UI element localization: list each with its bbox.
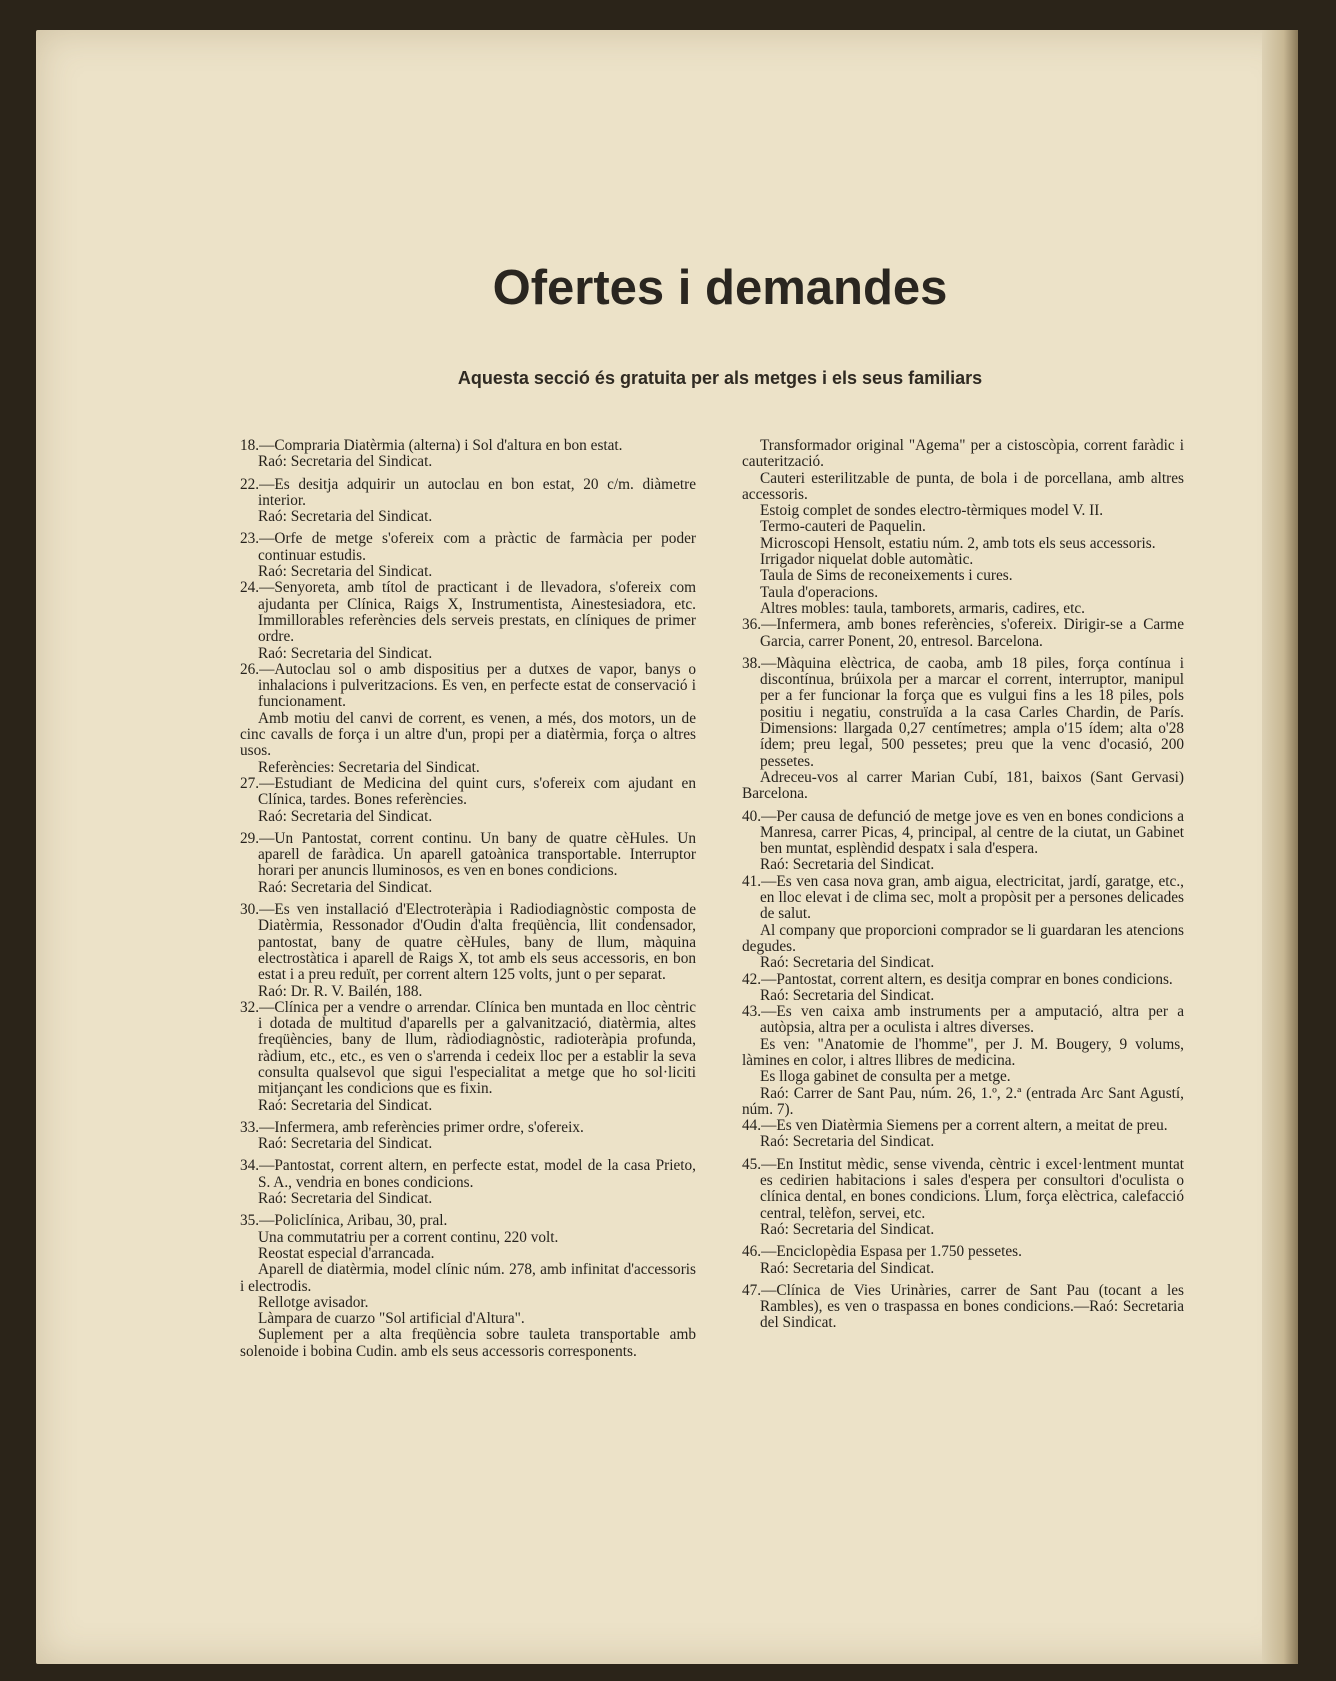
listing-paragraph: 36.—Infermera, amb bones referències, s'ofereix. Dirigir-se a Carme Garcia, carrer Ponent, 20, entresol. Barcelona. xyxy=(742,616,1184,650)
listing-paragraph: Altres mobles: taula, tamborets, armaris, cadires, etc. xyxy=(760,599,1085,617)
listing-paragraph: Transformador original "Agema" per a cistoscòpia, corrent faràdic i cauterització. xyxy=(742,437,1184,471)
listing-paragraph: 32.—Clínica per a vendre o arrendar. Clínica ben muntada en lloc cèntric i dotada de multitud d'aparells per a galvanització, diatèrmia, altes freqüències, bany de llum, ràdiodiagnòstic, radioteràpia profunda, ràdium, etc., etc., es ven o s'arrenda i cedeix lloc per a establir la seva consulta qualsevol que sigui l'especialitat a metge que ho sol·liciti mitjançant les condicions que es fixin. xyxy=(240,998,696,1098)
listing-paragraph: 44.—Es ven Diatèrmia Siemens per a corrent altern, a meitat de preu. xyxy=(742,1117,1168,1135)
listing-paragraph: Irrigador niquelat doble automàtic. xyxy=(760,551,974,569)
listing-paragraph: Cauteri esterilitzable de punta, de bola i de porcellana, amb altres accessoris. xyxy=(742,469,1184,503)
left-column xyxy=(240,438,696,1360)
listing-paragraph: 45.—En Institut mèdic, sense vivenda, cèntric i excel·lentment muntat es cedirien habitacions i sales d'espera per consultori d'oculista o clínica dental, en bones condicions. Llum, força elèctrica, calefacció central, telèfon, servei, etc. xyxy=(742,1155,1184,1222)
listing-paragraph: Taula de Sims de reconeixements i cures. xyxy=(760,567,1013,585)
listing-paragraph: Raó: Secretaria del Sindicat. xyxy=(258,644,433,662)
listing-paragraph: 34.—Pantostat, corrent altern, en perfecte estat, model de la casa Prieto, S. A., vendria en bones condicions. xyxy=(240,1157,696,1191)
listing-paragraph: 24.—Senyoreta, amb títol de practicant i de llevadora, s'ofereix com ajudanta per Clínica, Raigs X, Instrumentista, Ainestesiadora, etc. Immillorables referències dels serveis prestats, en clíniques de primer ordre. xyxy=(240,579,696,646)
listing-paragraph: Aparell de diatèrmia, model clínic núm. 278, amb infinitat d'accessoris i electrodis. xyxy=(240,1261,696,1295)
listing-paragraph: Referències: Secretaria del Sindicat. xyxy=(258,758,480,776)
listing-paragraph: Raó: Secretaria del Sindicat. xyxy=(760,1259,935,1277)
listing-paragraph: Raó: Secretaria del Sindicat. xyxy=(760,1133,935,1151)
listing-paragraph: Raó: Secretaria del Sindicat. xyxy=(258,508,433,526)
listing-paragraph: 42.—Pantostat, corrent altern, es desitja comprar en bones condicions. xyxy=(742,970,1173,988)
listing-paragraph: Raó: Secretaria del Sindicat. xyxy=(258,878,433,896)
listing-paragraph: Raó: Secretaria del Sindicat. xyxy=(258,563,433,581)
listing-paragraph: Raó: Secretaria del Sindicat. xyxy=(760,856,935,874)
listing-paragraph: 23.—Orfe de metge s'ofereix com a pràctic de farmàcia per poder continuar estudis. xyxy=(240,530,696,564)
listing-paragraph: 26.—Autoclau sol o amb dispositius per a dutxes de vapor, banys o inhalacions i pulveritzacions. Es ven, en perfecte estat de conservació i funcionament. xyxy=(240,660,696,711)
listing-paragraph: Raó: Secretaria del Sindicat. xyxy=(760,1220,935,1238)
listing-paragraph: 18.—Compraria Diatèrmia (alterna) i Sol d'altura en bon estat. xyxy=(240,437,623,454)
listing-paragraph: Raó: Secretaria del Sindicat. xyxy=(258,1096,433,1114)
listing-paragraph: Termo-cauteri de Paquelin. xyxy=(760,518,926,536)
page-title: Ofertes i demandes xyxy=(492,261,948,315)
listing-paragraph: 38.—Màquina elèctrica, de caoba, amb 18 piles, força contínua i discontínua, brúixola per a marcar el corrent, interruptor, manipul per a fer funcionar la força que es vulgui fins a les 18 piles, pols positiu i negatiu, construïda a la casa Carles Chardin, de París. Dimensions: llargada 0,27 centímetres; ampla o'15 ídem; alta o'28 ídem; preu legal, 500 pessetes; preu que la venc d'ocasió, 200 pessetes. xyxy=(742,654,1184,770)
listing-paragraph: 27.—Estudiant de Medicina del quint curs, s'ofereix com ajudant en Clínica, tardes. Bones referències. xyxy=(240,774,696,809)
listing-paragraph: Microscopi Hensolt, estatiu núm. 2, amb tots els seus accessoris. xyxy=(760,534,1156,552)
listing-paragraph: Adreceu-vos al carrer Marian Cubí, 181, baixos (Sant Gervasi) Barcelona. xyxy=(742,768,1184,803)
listing-paragraph: Suplement per a alta freqüència sobre tauleta transportable amb solenoide i bobina Cudin. amb els seus accessoris corresponents. xyxy=(240,1326,696,1360)
listing-paragraph: Amb motiu del canvi de corrent, es venen, a més, dos motors, un de cinc cavalls de força i un altre d'un, propi per a diatèrmia, força o altres usos. xyxy=(240,709,696,760)
listing-paragraph: Raó: Secretaria del Sindicat. xyxy=(760,986,935,1004)
listing-paragraph: Es ven: "Anatomie de l'homme", per J. M. Bougery, 9 volums, làmines en color, i altres llibres de medicina. xyxy=(742,1035,1184,1069)
listing-paragraph: 41.—Es ven casa nova gran, amb aigua, electricitat, jardí, garatge, etc., en lloc elevat i de clima sec, molt a propòsit per a persones delicades de salut. xyxy=(742,872,1184,923)
listing-paragraph: Una commutatriu per a corrent continu, 220 volt. xyxy=(258,1228,559,1246)
section-subtitle: Aquesta secció és gratuita per als metges i els seus familiars xyxy=(457,368,983,388)
listing-paragraph: Raó: Secretaria del Sindicat. xyxy=(258,807,433,825)
listing-paragraph: 47.—Clínica de Vies Urinàries, carrer de Sant Pau (tocant a les Rambles), es ven o traspassa en bones condicions.—Raó: Secretaria del Sindicat. xyxy=(742,1281,1184,1332)
listing-paragraph: Raó: Secretaria del Sindicat. xyxy=(258,1135,433,1153)
listing-paragraph: Taula d'operacions. xyxy=(760,583,879,601)
listing-paragraph: Estoig complet de sondes electro-tèrmiques model V. II. xyxy=(760,502,1104,520)
listing-paragraph: 40.—Per causa de defunció de metge jove es ven en bones condicions a Manresa, carrer Picas, 4, principal, al centre de la ciutat, un Gabinet ben muntat, esplèndid despatx i sala d'espera. xyxy=(742,807,1184,858)
listing-paragraph: Es lloga gabinet de consulta per a metge. xyxy=(760,1068,1011,1086)
listing-paragraph: 35.—Policlínica, Aribau, 30, pral. xyxy=(240,1212,448,1230)
listing-paragraph: 29.—Un Pantostat, corrent continu. Un bany de quatre cèHules. Un aparell de faràdica. Un aparell gatoànica transportable. Interruptor horari per anuncis lluminosos, es ven en bones condicions. xyxy=(240,829,696,880)
right-column xyxy=(742,438,1184,1332)
listing-paragraph: 46.—Enciclopèdia Espasa per 1.750 pessetes. xyxy=(742,1243,1022,1261)
listing-paragraph: 33.—Infermera, amb referències primer ordre, s'ofereix. xyxy=(240,1118,584,1136)
listing-paragraph: Raó: Carrer de Sant Pau, núm. 26, 1.º, 2.ª (entrada Arc Sant Agustí, núm. 7). xyxy=(742,1084,1184,1118)
listing-paragraph: Raó: Dr. R. V. Bailén, 188. xyxy=(258,982,423,1000)
listing-paragraph: 30.—Es ven installació d'Electroteràpia i Radiodiagnòstic composta de Diatèrmia, Ressonador d'Oudin d'alta freqüència, llit condensador, pantostat, bany de quatre cèHules, bany de llum, màquina electrostàtica i aparell de Raigs X, tot amb els seus accessoris, en bon estat i a preu reduït, per corrent altern 125 volts, junt o per separat. xyxy=(240,901,696,984)
listing-paragraph: 22.—Es desitja adquirir un autoclau en bon estat, 20 c/m. diàmetre interior. xyxy=(240,475,696,509)
listing-paragraph: Al company que proporcioni comprador se li guardaran les atencions degudes. xyxy=(742,921,1184,955)
listing-paragraph: Raó: Secretaria del Sindicat. xyxy=(760,954,935,972)
listing-paragraph: 43.—Es ven caixa amb instruments per a amputació, altra per a autòpsia, altra per a oculista i altres diverses. xyxy=(742,1003,1184,1037)
listing-paragraph: Làmpara de cuarzo "Sol artificial d'Altura". xyxy=(258,1310,525,1328)
listing-paragraph: Rellotge avisador. xyxy=(258,1293,369,1311)
listing-paragraph: Reostat especial d'arrancada. xyxy=(258,1244,435,1262)
listing-paragraph: Raó: Secretaria del Sindicat. xyxy=(258,1190,433,1208)
listing-paragraph: Raó: Secretaria del Sindicat. xyxy=(258,453,433,471)
